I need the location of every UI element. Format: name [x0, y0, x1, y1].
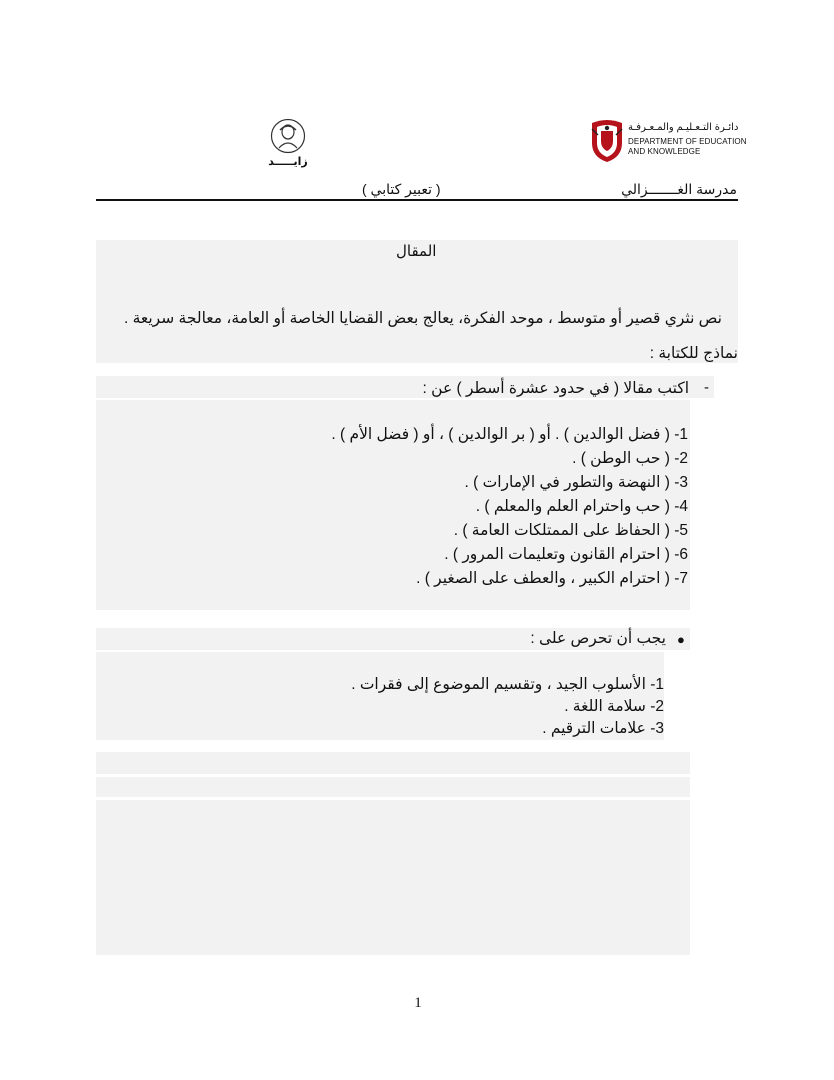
- topic-item: 4- ( حب واحترام العلم والمعلم ) .: [475, 498, 688, 515]
- task-dash-marker: -: [704, 379, 709, 396]
- topic-item: 3- ( النهضة والتطور في الإمارات ) .: [464, 474, 688, 491]
- writing-models-label: نماذج للكتابة :: [649, 345, 738, 362]
- topic-item: 6- ( احترام القانون وتعليمات المرور ) .: [444, 546, 688, 563]
- department-name-english-line1: DEPARTMENT OF EDUCATION: [628, 137, 747, 146]
- writing-task: اكتب مقالا ( في حدود عشرة أسطر ) عن :: [422, 380, 689, 397]
- article-definition: نص نثري قصير أو متوسط ، موحد الفكرة، يعالج بعض القضايا الخاصة أو العامة، معالجة سريعة .: [123, 310, 722, 327]
- requirements-heading: يجب أن تحرص على :: [530, 630, 666, 647]
- zayed-portrait-icon: [270, 118, 306, 154]
- empty-block-1: [96, 752, 690, 774]
- topic-item: 5- ( الحفاظ على الممتلكات العامة ) .: [453, 522, 688, 539]
- department-name-arabic: دائـرة التـعـليـم والمـعـرفـة: [628, 122, 739, 133]
- school-name: مدرسة الغـــــــزالي: [621, 181, 737, 197]
- department-falcon-icon: [588, 117, 626, 163]
- requirement-item: 3- علامات الترقيم .: [542, 720, 664, 737]
- topics-list: [331, 423, 688, 591]
- empty-block-2: [96, 777, 690, 797]
- empty-block-3: [96, 800, 690, 955]
- topic-item: 1- ( فضل الوالدين ) . أو ( بر الوالدين ) ، أو ( فضل الأم ) .: [331, 426, 688, 443]
- subject-title: ( تعبير كتابي ): [362, 181, 441, 197]
- topic-item: 7- ( احترام الكبير ، والعطف على الصغير ) .: [416, 570, 688, 587]
- zayed-wordmark: زايـــــد: [268, 156, 308, 168]
- topic-item: 2- ( حب الوطن ) .: [572, 450, 688, 467]
- department-name-english-line2: AND KNOWLEDGE: [628, 147, 701, 156]
- page-number: 1: [414, 995, 422, 1011]
- article-title: المقال: [396, 243, 437, 260]
- header-divider: [96, 199, 738, 201]
- bullet-icon: ●: [677, 632, 685, 647]
- requirement-item: 1- الأسلوب الجيد ، وتقسيم الموضوع إلى فقرات .: [351, 676, 664, 693]
- requirement-item: 2- سلامة اللغة .: [564, 698, 664, 715]
- requirements-list: [351, 674, 664, 740]
